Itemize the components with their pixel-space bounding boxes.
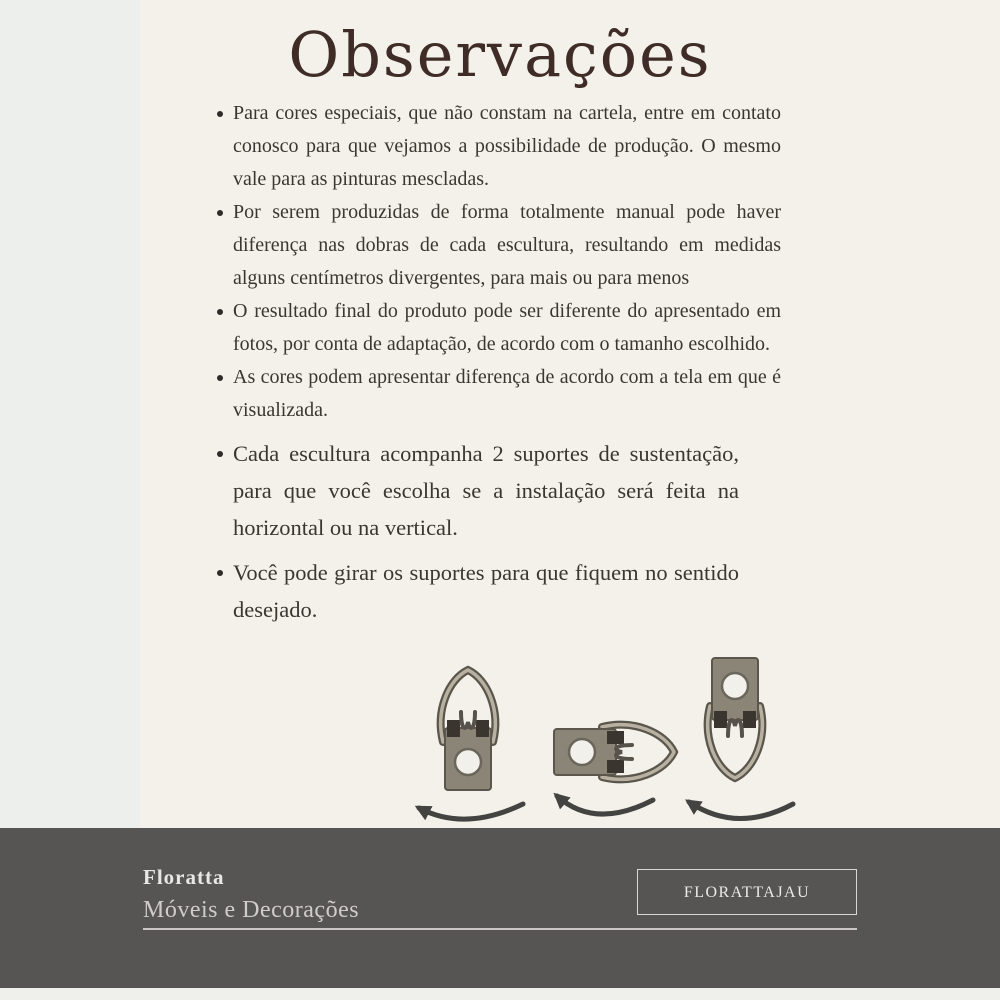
footer-divider (143, 928, 857, 930)
rotate-arrow-icon (689, 802, 793, 819)
bottom-strip (0, 988, 1000, 1000)
list-item: Cada escultura acompanha 2 suportes de sustentação, para que você escolha se a instalação será feita na horizontal ou na vertical. (215, 435, 781, 546)
list-item: Por serem produzidas de forma totalmente manual pode haver diferença nas dobras de cada escultura, resultando em medidas alguns centímetros divergentes, para mais ou para menos (215, 196, 781, 295)
observations-content (215, 97, 781, 628)
footer (0, 828, 1000, 988)
brand-handle-button[interactable]: FLORATTAJAU (637, 869, 857, 915)
brand-name: Floratta (143, 865, 225, 889)
list-item: O resultado final do produto pode ser diferente do apresentado em fotos, por conta de adaptação, de acordo com o tamanho escolhido. (215, 295, 781, 361)
d-ring-hanger-down-icon (708, 658, 763, 778)
observations-list (215, 97, 781, 628)
d-ring-hanger-up-icon (441, 670, 496, 790)
list-item: Para cores especiais, que não constam na cartela, entre em contato conosco para que vejamos a possibilidade de produção. O mesmo vale para as pinturas mescladas. (215, 97, 781, 196)
brand-block (143, 865, 359, 924)
page-title: Observações (288, 18, 712, 91)
list-item: Você pode girar os suportes para que fiquem no sentido desejado. (215, 554, 781, 628)
brand-tagline: Móveis e Decorações (143, 897, 360, 923)
list-item: As cores podem apresentar diferença de acordo com a tela em que é visualizada. (215, 361, 781, 427)
rotate-arrow-icon (557, 796, 653, 814)
hangers-illustration (395, 648, 825, 828)
d-ring-hanger-right-icon (554, 725, 674, 780)
rotate-arrow-icon (419, 804, 523, 819)
